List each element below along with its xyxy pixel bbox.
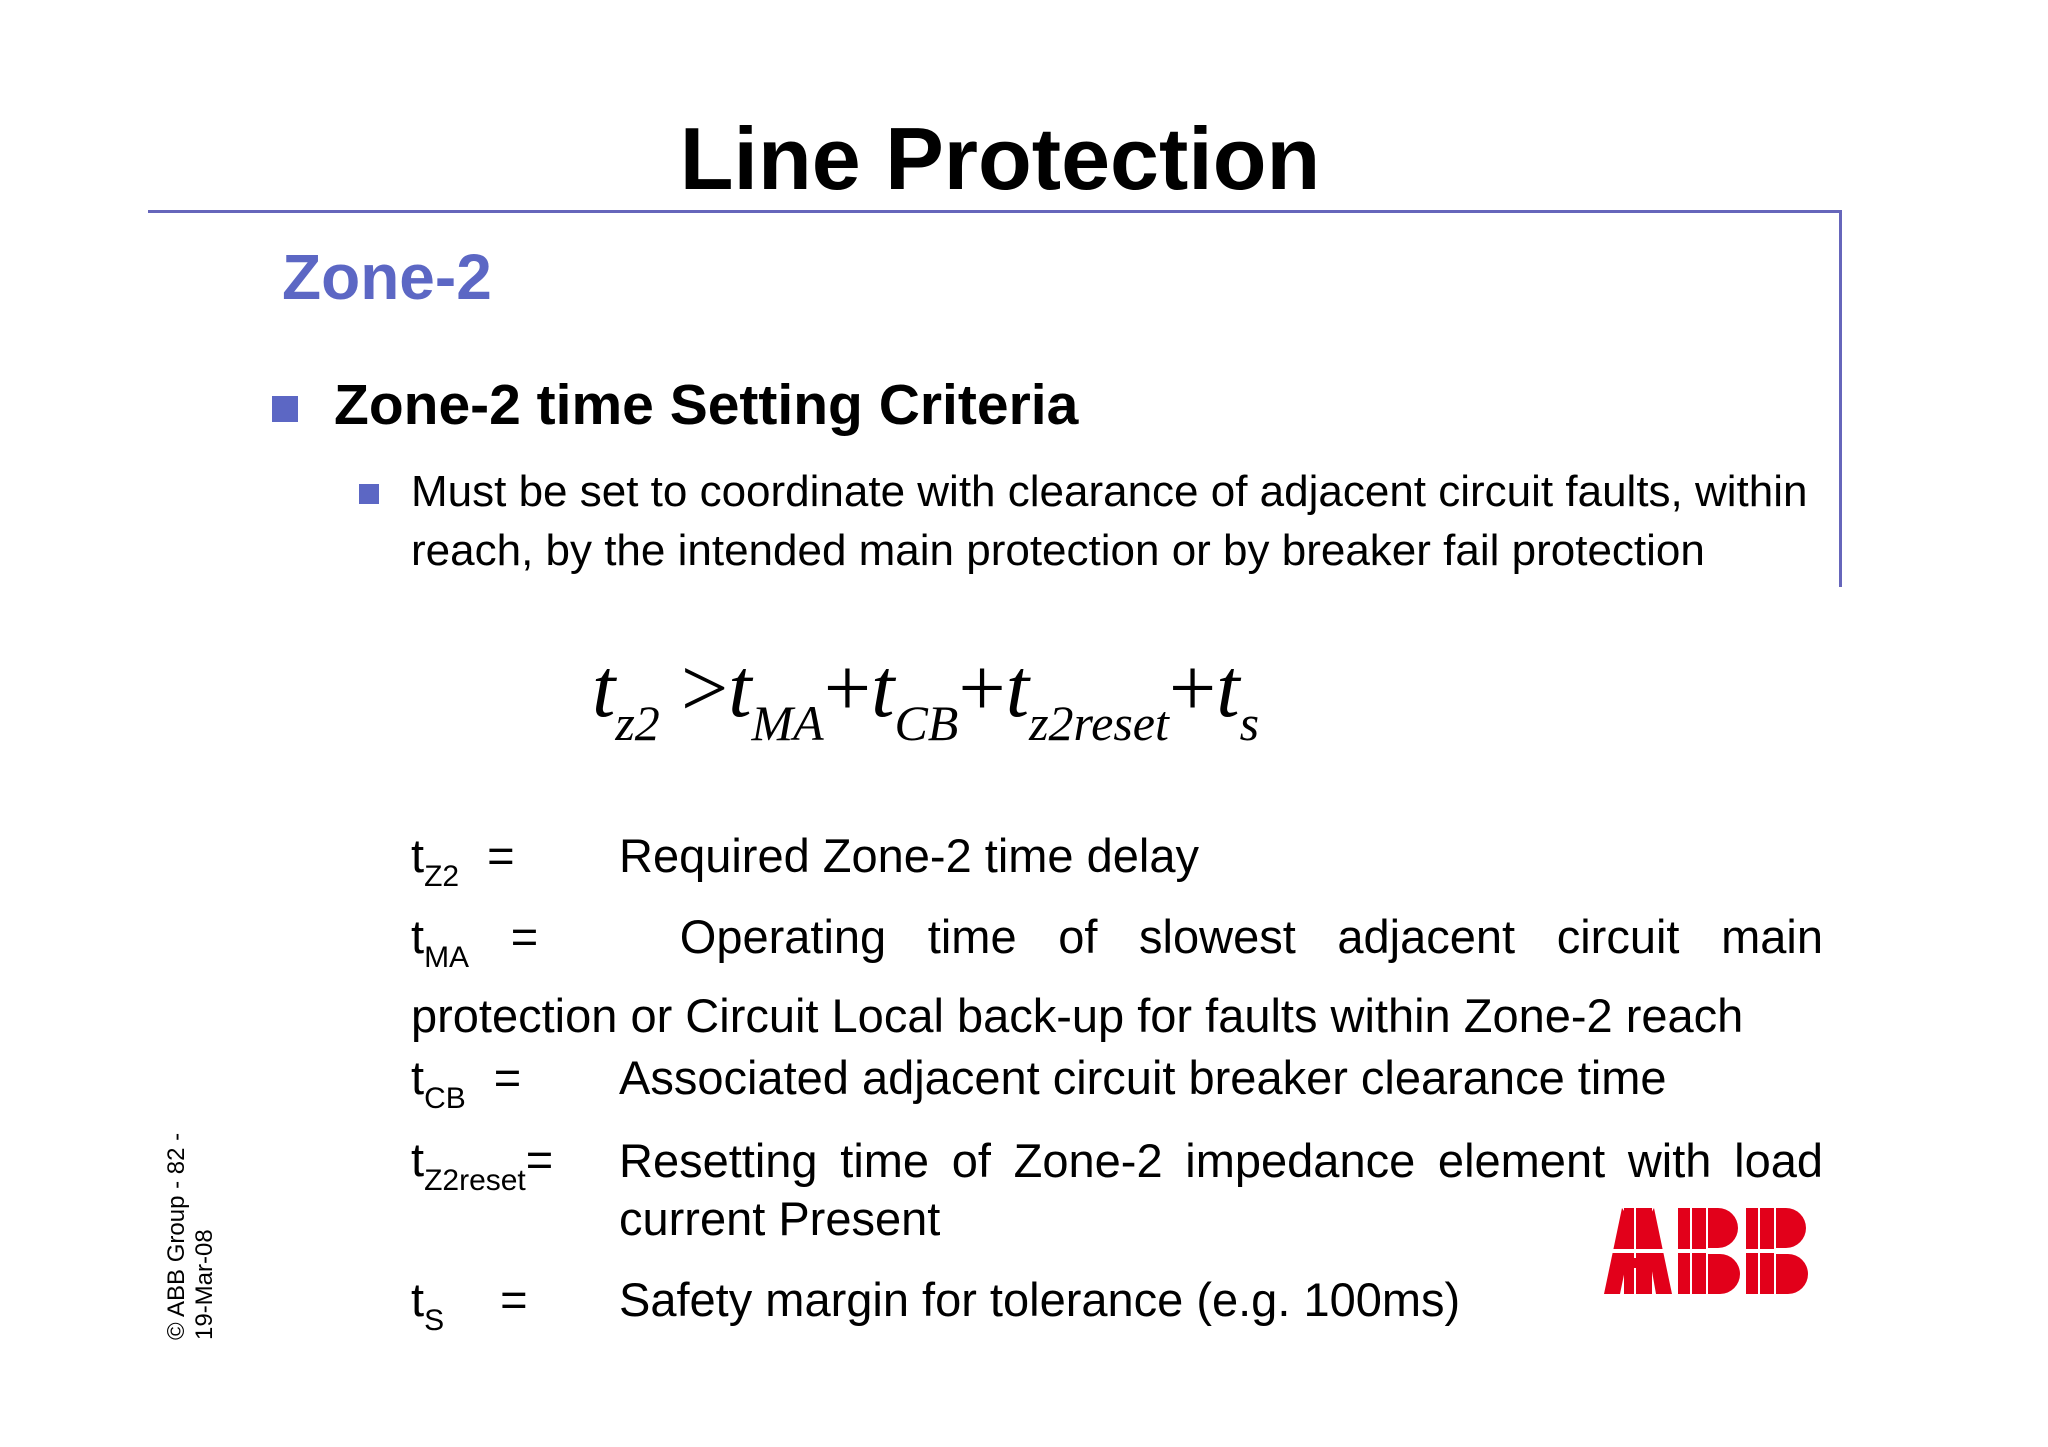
formula-t: t [728, 642, 752, 735]
formula-sub-ma: MA [751, 695, 824, 751]
definition-line-2: current Present [619, 1192, 941, 1245]
definition-text: Required Zone-2 time delay [619, 829, 1199, 882]
title-underline [148, 210, 1842, 213]
frame-right-rule [1839, 210, 1842, 587]
formula-sub-z2: z2 [615, 695, 660, 751]
definition-line-1: Resetting time of Zone-2 impedance element with load [619, 1134, 1823, 1187]
definition-symbol: $t_{CB}$ = [411, 1051, 522, 1115]
formula-t: t [871, 642, 895, 735]
formula-t: t [592, 642, 616, 735]
definition-symbol: $t_{Z2reset}=$ [411, 1133, 554, 1197]
slide-title: Line Protection [679, 109, 1321, 208]
formula-plus: + [958, 642, 1006, 735]
definition-text: Associated adjacent circuit breaker clearance time [619, 1051, 1667, 1104]
bullet-heading: Zone-2 time Setting Criteria [334, 373, 1079, 437]
definition-symbol: $t_{Z2}$ = [411, 829, 515, 893]
formula-greater-than: > [680, 642, 729, 735]
formula-sub-z2reset: z2reset [1029, 695, 1169, 751]
definition-line-1: $t_{MA}$ = Operating time of slowest adjacent circuit main [411, 910, 1823, 974]
sub-bullet-square-icon [359, 484, 379, 504]
timing-formula [592, 640, 1259, 752]
formula-sub-cb: CB [894, 695, 959, 751]
formula-plus: + [823, 642, 872, 735]
definition-line-2: protection or Circuit Local back-up for faults within Zone-2 reach [411, 989, 1744, 1042]
footer-line-2: 19-Mar-08 [191, 1229, 218, 1340]
abb-logo [1600, 1208, 1814, 1294]
definition-tma [411, 908, 1823, 1045]
footer-copyright [163, 1133, 219, 1340]
slide-subtitle: Zone-2 [282, 241, 492, 313]
sub-bullet-text: Must be set to coordinate with clearance of adjacent circuit faults, within reach, by the intended main protection or by breaker fail protection [411, 467, 1808, 575]
definition-symbol: $t_{MA}$ = [411, 910, 539, 974]
formula-plus: + [1168, 642, 1217, 735]
definition-symbol: $t_S$ = [411, 1273, 528, 1337]
bullet-square-icon [272, 396, 298, 422]
definition-text: Safety margin for tolerance (e.g. 100ms) [619, 1273, 1461, 1326]
formula-t: t [1216, 642, 1240, 735]
formula-sub-s: s [1239, 695, 1260, 751]
formula-t: t [1005, 642, 1030, 735]
footer-line-1: © ABB Group - 82 - [163, 1132, 190, 1340]
